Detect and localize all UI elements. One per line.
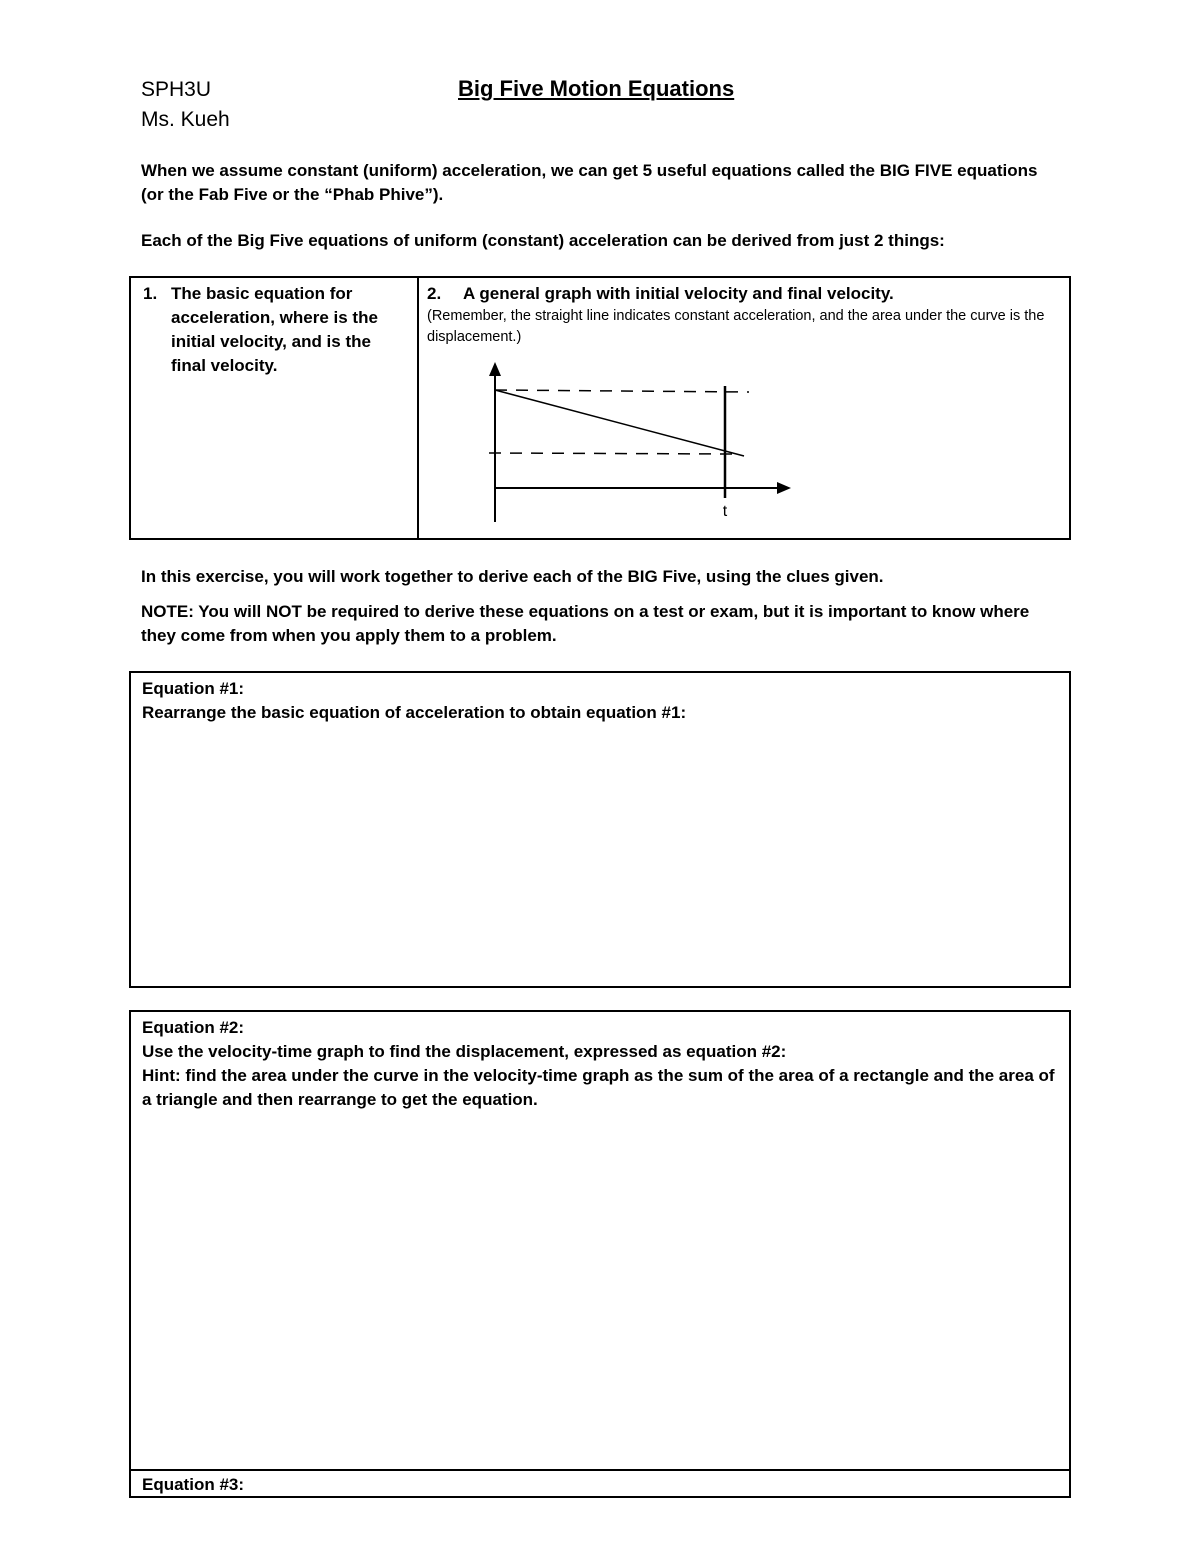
equation-2-instruction: Use the velocity-time graph to find the displacement, expressed as equation #2: — [142, 1042, 787, 1061]
item-1-number: 1. — [143, 284, 158, 303]
equation-3-divider — [131, 1469, 1069, 1471]
item-2-heading: A general graph with initial velocity and final velocity. — [463, 284, 894, 303]
x-axis-arrow — [777, 482, 791, 494]
course-code: SPH3U — [141, 78, 212, 101]
time-axis-label: t — [722, 503, 728, 520]
final-velocity-dashed-line — [489, 453, 734, 454]
item-2-number: 2. — [427, 284, 442, 303]
y-axis-arrow — [489, 362, 501, 376]
equation-1-box — [129, 671, 1071, 988]
equation-1-instruction: Rearrange the basic equation of acceleration to obtain equation #1: — [142, 703, 687, 722]
two-things-table — [129, 276, 1071, 540]
equation-2-hint: Hint: find the area under the curve in the velocity-time graph as the sum of the area of a rectangle and the area of a triangle and then rearrange to get the equation. — [142, 1066, 1055, 1109]
equation-1-label: Equation #1: — [142, 679, 245, 698]
exercise-paragraph: In this exercise, you will work together to derive each of the BIG Five, using the clues given. — [141, 567, 884, 586]
item-2-note: (Remember, the straight line indicates constant acceleration, and the area under the curve is the displacement.) — [427, 308, 1045, 345]
equation-3-label: Equation #3: — [142, 1475, 245, 1494]
teacher-name: Ms. Kueh — [141, 108, 230, 131]
intro-paragraph-2: Each of the Big Five equations of uniform (constant) acceleration can be derived from just 2 things: — [141, 231, 945, 250]
item-1-text: The basic equation for acceleration, where is the initial velocity, and is the final velocity. — [171, 284, 378, 375]
item-2-cell — [419, 278, 1069, 546]
velocity-time-graph — [479, 358, 799, 528]
intro-paragraph-1: When we assume constant (uniform) acceleration, we can get 5 useful equations called the BIG FIVE equations (or the Fab Five or the “Phab Phive”). — [141, 161, 1038, 204]
equation-2-label: Equation #2: — [142, 1018, 245, 1037]
page-title: Big Five Motion Equations — [458, 76, 735, 101]
item-1-cell — [131, 278, 419, 538]
equation-2-box — [129, 1010, 1071, 1498]
exercise-note: NOTE: You will NOT be required to derive these equations on a test or exam, but it is important to know where they come from when you apply them to a problem. — [141, 602, 1030, 645]
initial-velocity-dashed-line — [495, 390, 749, 392]
velocity-line — [495, 390, 744, 456]
